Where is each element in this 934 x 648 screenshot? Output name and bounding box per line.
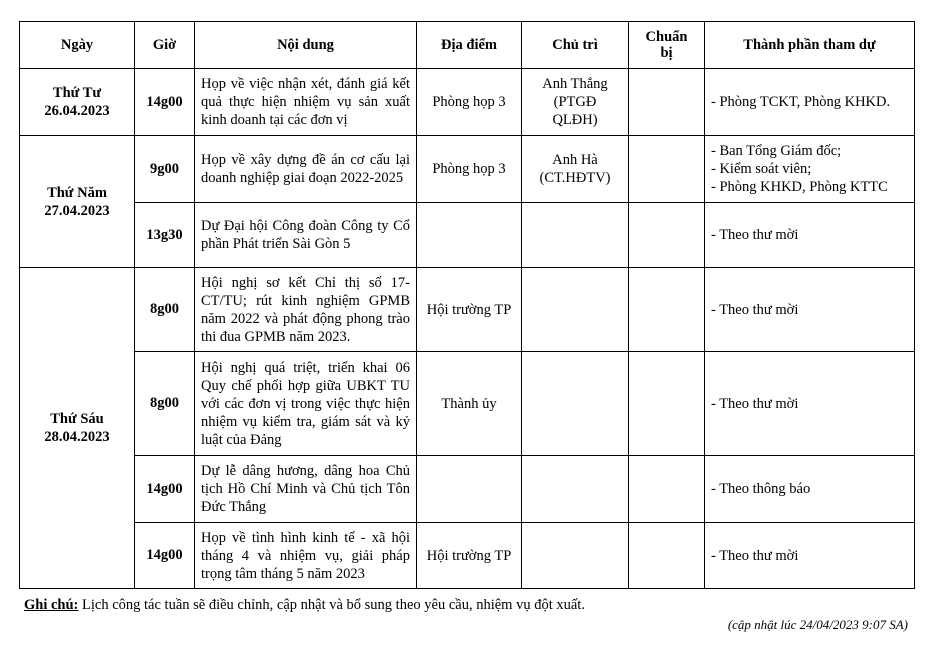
chair-cell	[522, 203, 629, 268]
table-row	[20, 352, 915, 456]
header-prep-line1: Chuẩn	[645, 29, 688, 45]
header-prep	[629, 22, 705, 69]
time-cell: 14g00	[135, 69, 195, 136]
attendee-line: - Phòng TCKT, Phòng KHKD.	[711, 94, 891, 110]
header-content: Nội dung	[195, 22, 417, 69]
header-day: Ngày	[20, 22, 135, 69]
chair-cell	[522, 523, 629, 589]
attendees-cell	[705, 203, 915, 268]
header-prep-line2: bị	[660, 45, 673, 61]
content-cell: Dự Đại hội Công đoàn Công ty Cổ phần Phát triển Sài Gòn 5	[195, 203, 417, 268]
day-date: 28.04.2023	[44, 429, 110, 445]
attendees-cell	[705, 456, 915, 523]
header-time: Giờ	[135, 22, 195, 69]
table-row	[20, 523, 915, 589]
table-row	[20, 136, 915, 203]
place-cell: Phòng họp 3	[417, 69, 522, 136]
place-cell: Hội trường TP	[417, 523, 522, 589]
content-cell: Hội nghị quá triệt, triển khai 06 Quy chế phối hợp giữa UBKT TU với các đơn vị trong việc thực hiện nhiệm vụ kiểm tra, giám sát và kỷ luật của Đảng	[195, 352, 417, 456]
header-row	[20, 22, 915, 69]
chair-cell	[522, 352, 629, 456]
content-cell: Dự lễ dâng hương, dâng hoa Chủ tịch Hồ Chí Minh và Chủ tịch Tôn Đức Thắng	[195, 456, 417, 523]
day-name: Thứ Tư	[52, 85, 102, 101]
day-name: Thứ Sáu	[50, 411, 104, 427]
chair-line: QLĐH)	[552, 112, 598, 128]
attendee-line: - Theo thư mời	[711, 547, 799, 564]
chair-cell	[522, 69, 629, 136]
attendee-line: - Theo thông báo	[711, 481, 811, 497]
time-cell: 8g00	[135, 268, 195, 352]
time-cell: 14g00	[135, 523, 195, 589]
attendees-cell	[705, 268, 915, 352]
table-row	[20, 268, 915, 352]
header-place: Địa điểm	[417, 22, 522, 69]
place-cell: Thành ủy	[417, 352, 522, 456]
day-date: 27.04.2023	[44, 202, 110, 219]
attendee-line: - Phòng KHKD, Phòng KTTC	[711, 179, 888, 195]
content-cell: Hội nghị sơ kết Chỉ thị số 17-CT/TU; rút kinh nghiệm GPMB năm 2022 và phát động phong trào thi đua GPMB năm 2023.	[195, 268, 417, 352]
prep-cell	[629, 523, 705, 589]
day-name: Thứ Năm	[47, 184, 107, 201]
chair-cell	[522, 136, 629, 203]
footnote-label: Ghi chú:	[24, 597, 79, 613]
attendees-cell	[705, 352, 915, 456]
attendees-cell	[705, 523, 915, 589]
prep-cell	[629, 203, 705, 268]
prep-cell	[629, 268, 705, 352]
day-cell	[20, 268, 135, 589]
prep-cell	[629, 69, 705, 136]
prep-cell	[629, 136, 705, 203]
chair-cell	[522, 268, 629, 352]
place-cell	[417, 203, 522, 268]
place-cell: Phòng họp 3	[417, 136, 522, 203]
time-cell: 8g00	[135, 352, 195, 456]
day-cell	[20, 69, 135, 136]
attendees-cell	[705, 69, 915, 136]
table-row	[20, 456, 915, 523]
chair-line: (PTGĐ	[553, 94, 597, 110]
attendee-line: - Theo thư mời	[711, 395, 799, 412]
time-cell: 13g30	[135, 203, 195, 268]
time-cell: 9g00	[135, 136, 195, 203]
chair-line: Anh Hà	[552, 152, 598, 168]
day-date: 26.04.2023	[44, 103, 110, 119]
chair-cell	[522, 456, 629, 523]
table-row	[20, 69, 915, 136]
attendees-cell	[705, 136, 915, 203]
chair-line: Anh Thắng	[542, 76, 608, 92]
content-cell: Họp về việc nhận xét, đánh giá kết quả thực hiện nhiệm vụ sản xuất kinh doanh tại các đơn vị	[195, 69, 417, 136]
chair-line: (CT.HĐTV)	[539, 170, 611, 186]
content-cell: Họp về tình hình kinh tế - xã hội tháng 4 và nhiệm vụ, giải pháp trọng tâm tháng 5 năm 2023	[195, 523, 417, 589]
time-cell: 14g00	[135, 456, 195, 523]
footnote	[24, 597, 585, 614]
table-row	[20, 203, 915, 268]
attendee-line: - Theo thư mời	[711, 227, 799, 243]
footnote-text: Lịch công tác tuần sẽ điều chỉnh, cập nhật và bổ sung theo yêu cầu, nhiệm vụ đột xuất.	[78, 597, 585, 613]
place-cell	[417, 456, 522, 523]
attendee-line: - Ban Tổng Giám đốc;	[711, 143, 842, 159]
schedule-table	[19, 21, 915, 589]
place-cell: Hội trường TP	[417, 268, 522, 352]
updated-timestamp: (cập nhật lúc 24/04/2023 9:07 SA)	[727, 617, 908, 632]
prep-cell	[629, 456, 705, 523]
day-cell	[20, 136, 135, 268]
attendee-line: - Theo thư mời	[711, 301, 799, 318]
attendee-line: - Kiểm soát viên;	[711, 161, 812, 177]
header-attendees: Thành phần tham dự	[705, 22, 915, 69]
prep-cell	[629, 352, 705, 456]
content-cell: Họp về xây dựng đề án cơ cấu lại doanh nghiệp giai đoạn 2022-2025	[195, 136, 417, 203]
header-chair: Chủ trì	[522, 22, 629, 69]
